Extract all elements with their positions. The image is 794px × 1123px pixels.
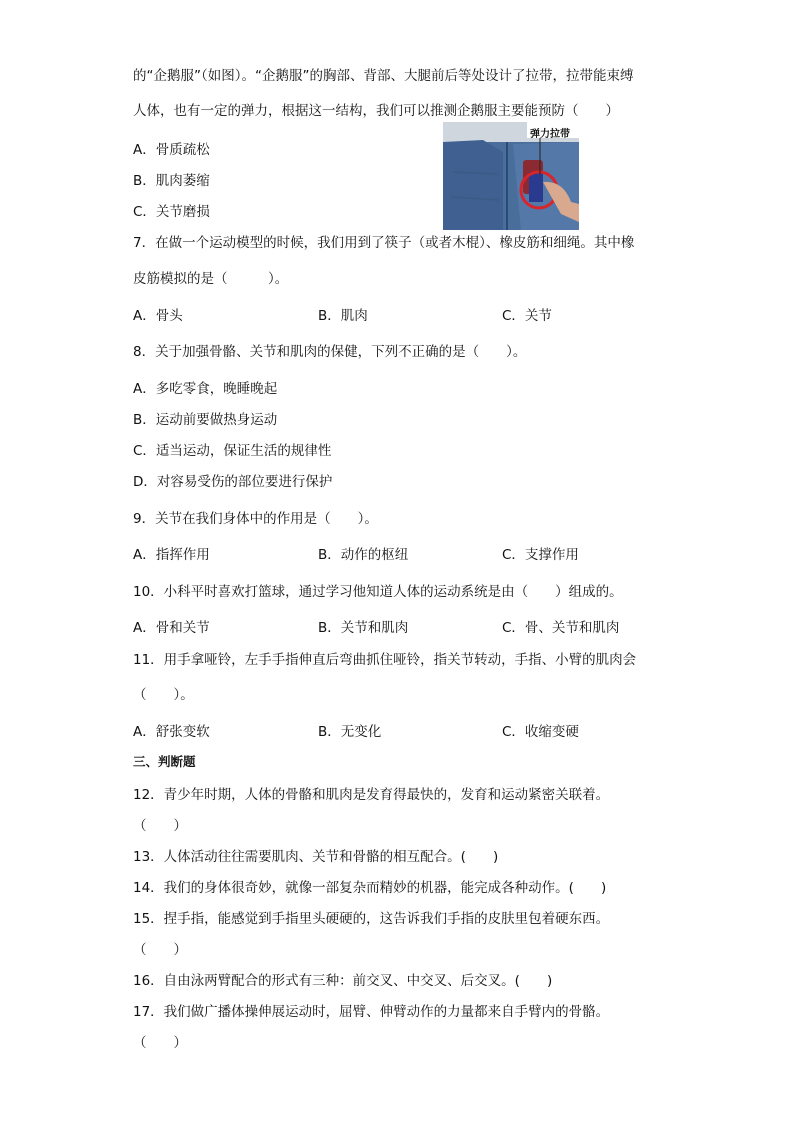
question-10: 10．小科平时喜欢打篮球，通过学习他知道人体的运动系统是由（ ）组成的。 [133,584,623,600]
option-a: A．骨和关节 [133,620,210,636]
question-16: 16．自由泳两臂配合的形式有三种：前交叉、中交叉、后交叉。( ) [133,973,553,989]
option-a: A．骨头 [133,308,183,324]
option-c: C．关节 [502,308,552,324]
answer-parens: （ ） [133,1035,187,1051]
question-17: 17．我们做广播体操伸展运动时，屈臂、伸臂动作的力量都来自手臂内的骨骼。 [133,1004,610,1020]
option-a: A．指挥作用 [133,547,210,563]
answer-parens: （ ） [133,942,187,958]
option-c: C．支撑作用 [502,547,579,563]
answer-parens: （ ） [133,818,187,834]
question-text-line: 的“企鹅服”（如图）。“企鹅服”的胸部、背部、大腿前后等处设计了拉带，拉带能束缚 [133,68,634,84]
option-a: A．舒张变软 [133,724,210,740]
question-8: 8．关于加强骨骼、关节和肌肉的保健，下列不正确的是（ ）。 [133,344,527,360]
option-c: C．收缩变硬 [502,724,579,740]
option-d: D．对容易受伤的部位要进行保护 [133,474,333,490]
option-a: A．骨质疏松 [133,142,210,158]
option-b: B．肌肉萎缩 [133,173,210,189]
option-b: B．关节和肌肉 [318,620,409,636]
option-c: C．骨、关节和肌肉 [502,620,620,636]
question-13: 13．人体活动往往需要肌肉、关节和骨骼的相互配合。( ) [133,849,499,865]
question-11: 11．用手拿哑铃，左手手指伸直后弯曲抓住哑铃，指关节转动，手指、小臂的肌肉会 [133,652,637,668]
question-9: 9．关节在我们身体中的作用是（ ）。 [133,511,378,527]
question-text-line: 人体，也有一定的弹力，根据这一结构，我们可以推测企鹅服主要能预防（ ） [133,103,619,119]
option-c: C．适当运动，保证生活的规律性 [133,443,332,459]
option-b: B．动作的枢纽 [318,547,409,563]
option-b: B．运动前要做热身运动 [133,412,278,428]
option-b: B．无变化 [318,724,382,740]
option-b: B．肌肉 [318,308,368,324]
figure-label: 弹力拉带 [530,129,570,140]
question-12: 12．青少年时期，人体的骨骼和肌肉是发育得最快的，发育和运动紧密关联着。 [133,787,610,803]
question-15: 15．捏手指，能感觉到手指里头硬硬的，这告诉我们手指的皮肤里包着硬东西。 [133,911,610,927]
question-7-cont: 皮筋模拟的是（ ）。 [133,271,289,287]
question-14: 14．我们的身体很奇妙，就像一部复杂而精妙的机器，能完成各种动作。( ) [133,880,607,896]
question-7: 7．在做一个运动模型的时候，我们用到了筷子（或者木棍）、橡皮筋和细绳。其中橡 [133,235,635,251]
option-c: C．关节磨损 [133,204,210,220]
option-a: A．多吃零食，晚睡晚起 [133,381,278,397]
section-heading: 三、判断题 [133,754,196,769]
question-11-cont: （ ）。 [133,687,194,703]
